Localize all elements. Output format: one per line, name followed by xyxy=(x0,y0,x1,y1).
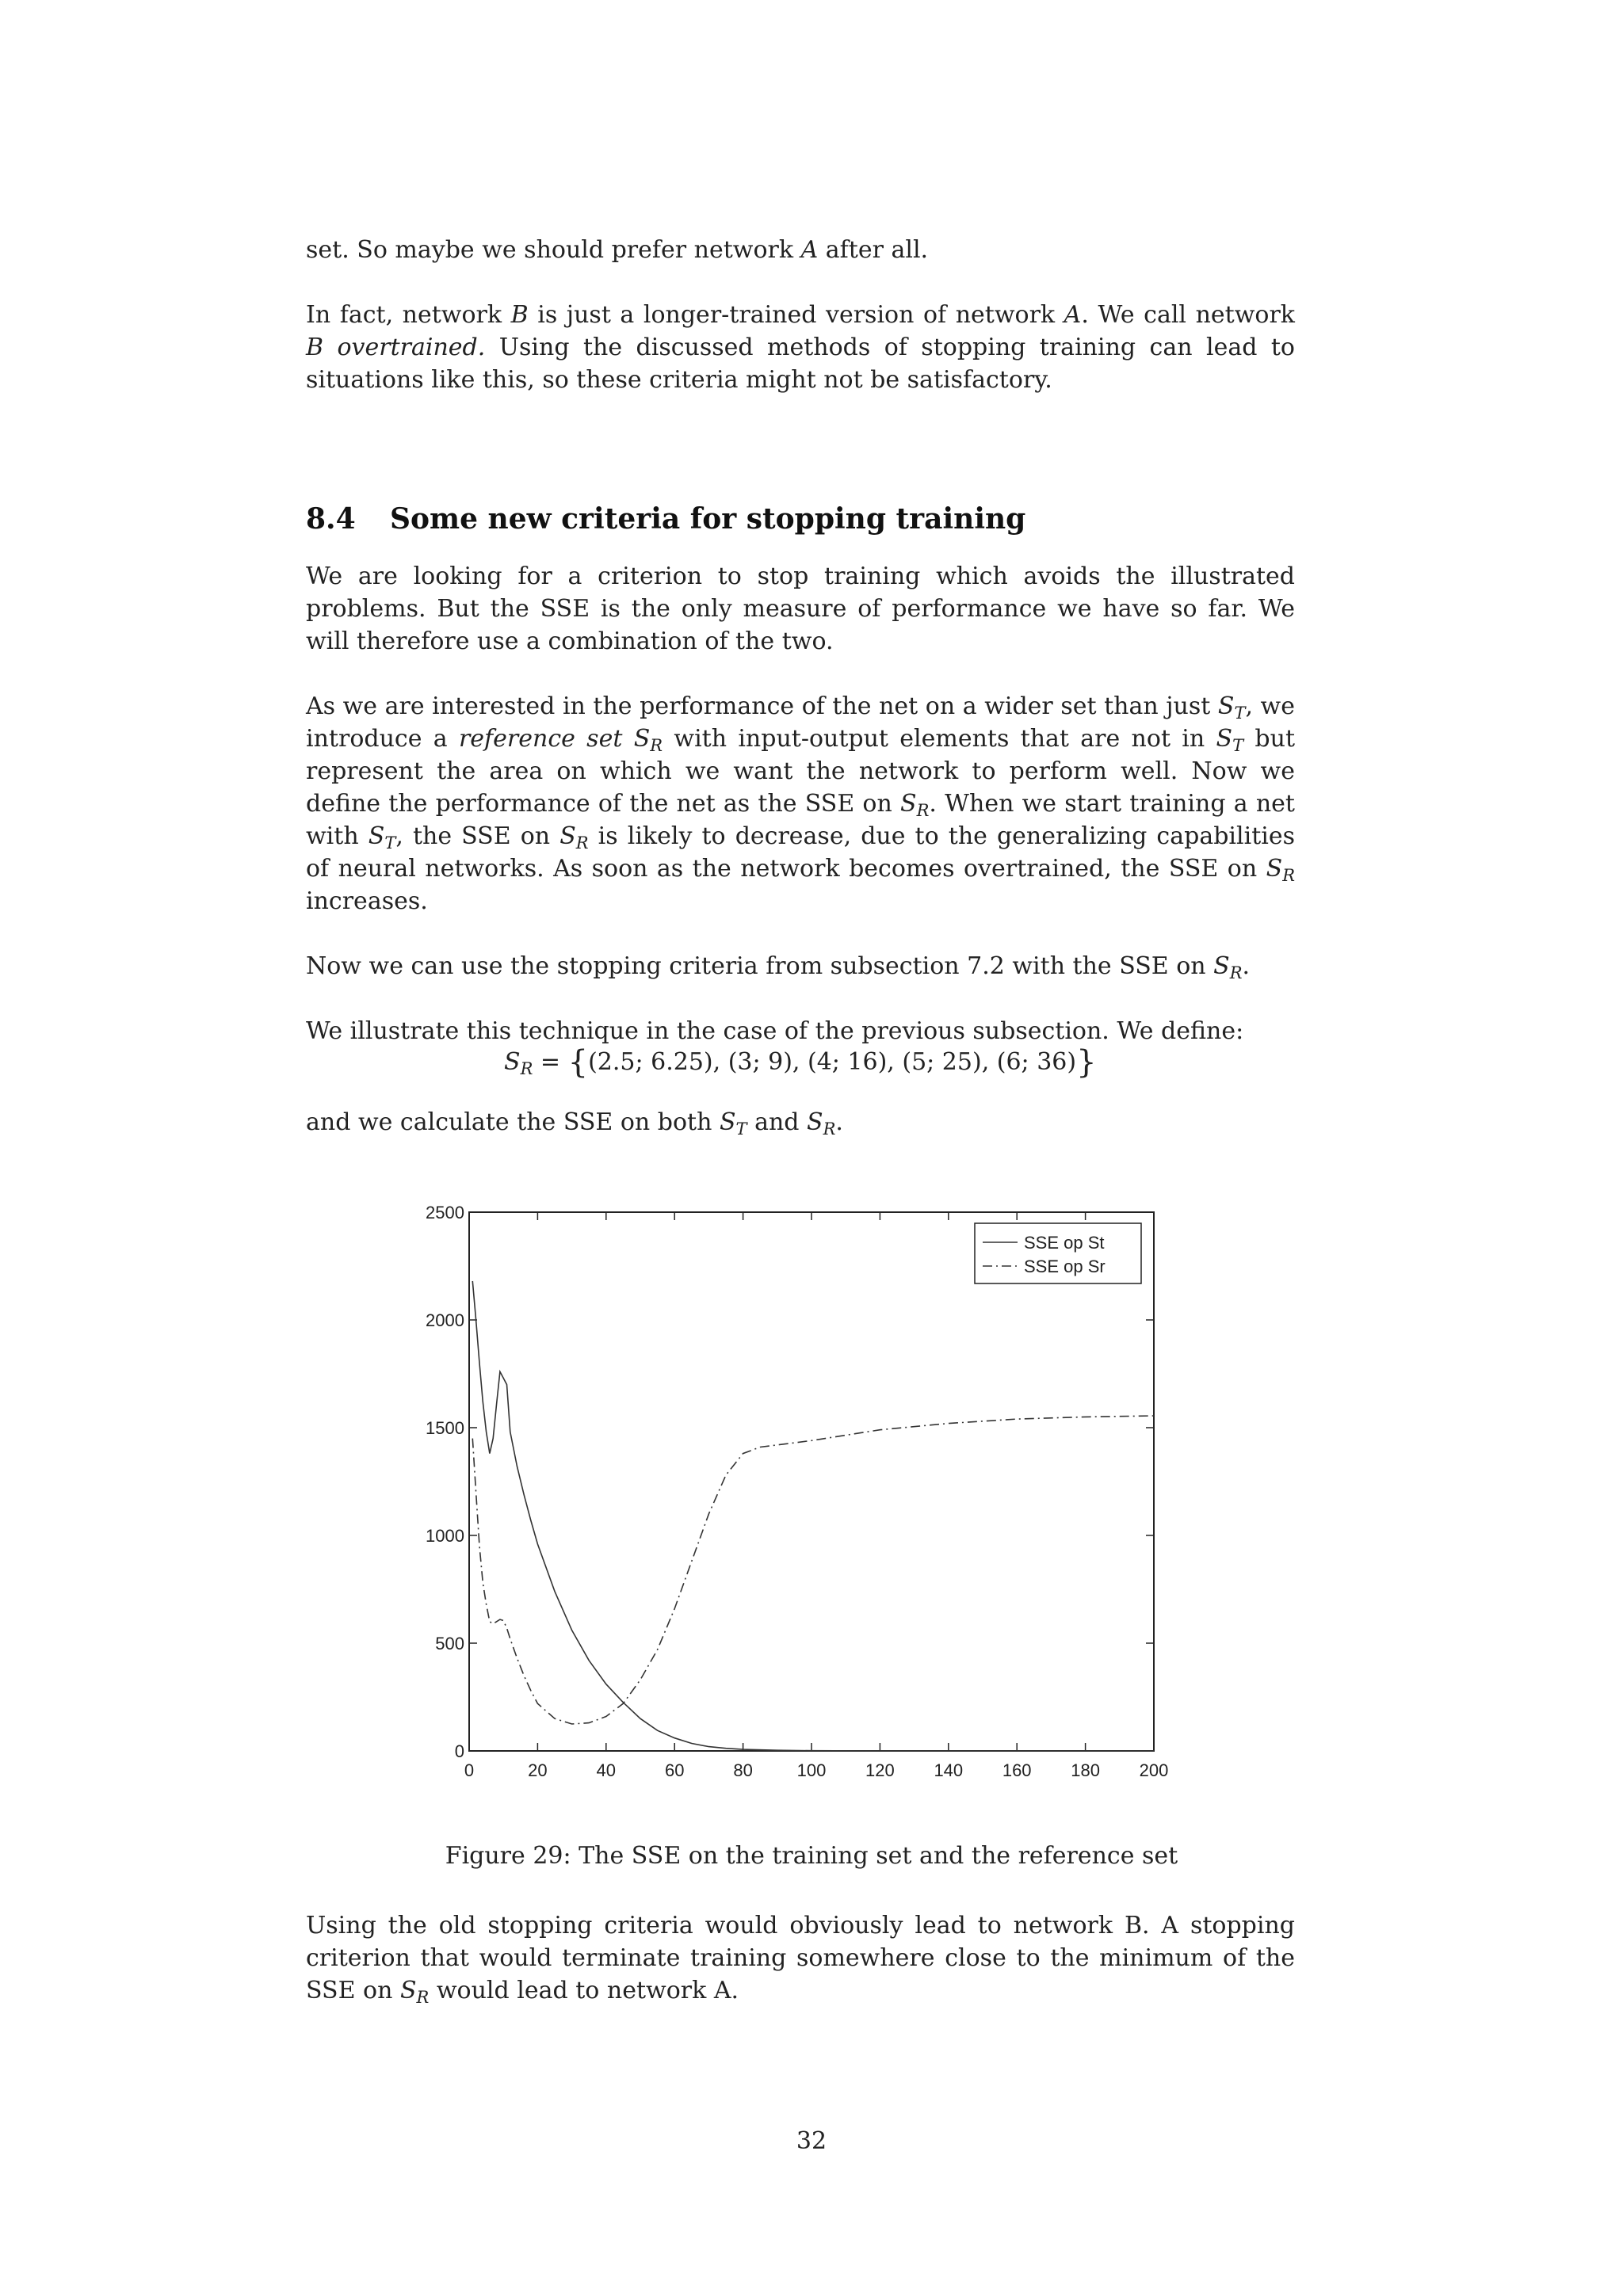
equation-reference-set: $S_R = \{(2.5$; 6.25), (3; 9), (4; 16), (5; 25), (6; 36)} xyxy=(504,1044,1097,1081)
x-tick-label: 40 xyxy=(596,1760,617,1780)
x-tick-label: 200 xyxy=(1139,1760,1169,1780)
plot-frame xyxy=(469,1212,1154,1751)
y-tick-label: 1500 xyxy=(426,1418,464,1438)
y-tick-label: 2000 xyxy=(426,1310,464,1330)
x-tick-label: 180 xyxy=(1071,1760,1100,1780)
body-text-main xyxy=(306,560,1295,1080)
section-number: 8.4 xyxy=(306,502,356,536)
section-heading xyxy=(306,502,1025,536)
body-text-top xyxy=(306,234,1295,396)
y-tick-label: 500 xyxy=(435,1634,464,1653)
sse-chart xyxy=(396,1188,1181,1806)
x-tick-label: 160 xyxy=(1002,1760,1032,1780)
legend-label-st: SSE op St xyxy=(1024,1233,1105,1253)
paragraph-1: set. So maybe we should prefer network A after all. xyxy=(306,236,929,264)
legend-label-sr: SSE op Sr xyxy=(1024,1257,1106,1276)
x-tick-label: 20 xyxy=(528,1760,548,1780)
section-title: Some new criteria for stopping training xyxy=(390,502,1026,536)
body-text-bottom xyxy=(306,1909,1295,2007)
paragraph-4: As we are interested in the performance of the net on a wider set than just $S_T$, we introduce a reference set $S_R$ with input-output elements that are not in $S_T$ but represent the area on which we want the network to perform well. Now we define the performance of the net as the SSE on $S_R$. When we start training a net with $S_T$, the SSE on $S_R$ is likely to decrease, due to the generalizing capabilities of neural networks. As soon as the network becomes overtrained, the SSE on $S_R$ increases. xyxy=(306,692,1296,915)
paragraph-7: and we calculate the SSE on both $S_T$ and $S_R$. xyxy=(306,1108,843,1138)
x-tick-label: 100 xyxy=(796,1760,827,1780)
series-line-sse-st xyxy=(472,1281,1154,1751)
y-tick-label: 0 xyxy=(454,1741,464,1761)
x-tick-label: 140 xyxy=(934,1760,964,1780)
x-tick-label: 80 xyxy=(733,1760,753,1780)
paragraph-2: In fact, network B is just a longer-trained version of network A. We call network B overtrained. Using the discussed methods of stopping training can lead to situations like this, so these criteria might not be satisfactory. xyxy=(306,301,1295,394)
x-tick-label: 120 xyxy=(865,1760,895,1780)
y-tick-label: 2500 xyxy=(426,1203,464,1222)
body-text-after-eq xyxy=(306,1106,1295,1138)
page-number: 32 xyxy=(796,2127,827,2155)
x-tick-label: 0 xyxy=(464,1760,475,1780)
figure-caption: Figure 29: The SSE on the training set and the reference set xyxy=(445,1842,1178,1870)
series-line-sse-sr xyxy=(472,1416,1154,1724)
y-tick-label: 1000 xyxy=(426,1526,464,1546)
paragraph-3: We are looking for a criterion to stop training which avoids the illustrated problems. But the SSE is the only measure of performance we have so far. We will therefore use a combination of the two. xyxy=(306,563,1295,655)
x-tick-label: 60 xyxy=(664,1760,685,1780)
legend xyxy=(975,1223,1141,1283)
paragraph-5: Now we can use the stopping criteria from subsection 7.2 with the SSE on $S_R$. xyxy=(306,952,1251,982)
paragraph-8: Using the old stopping criteria would obviously lead to network B. A stopping criterion that would terminate training somewhere close to the minimum of the SSE on $S_R$ would lead to network A. xyxy=(306,1912,1295,2007)
paragraph-6: We illustrate this technique in the case of the previous subsection. We define: xyxy=(306,1017,1244,1045)
